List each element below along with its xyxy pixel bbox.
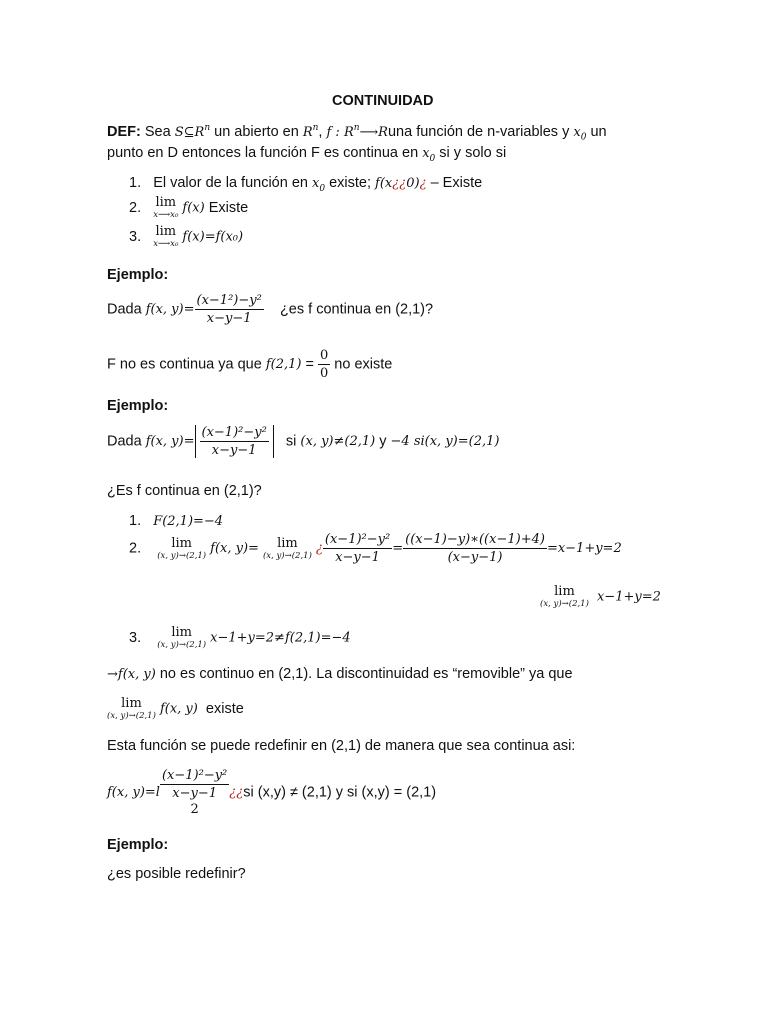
def-text: un abierto en <box>214 123 299 140</box>
math-sup: n <box>312 123 319 133</box>
section-heading: Ejemplo: <box>107 267 169 283</box>
math-R: R <box>302 124 313 140</box>
limit-operator: lim x⟶x₀ <box>153 224 179 249</box>
math-sub: 0 <box>429 153 436 164</box>
fraction: (x−1)²−y² x−y−1 2 <box>161 768 228 817</box>
math-glitch: ¿¿ <box>392 176 407 191</box>
text: F no es continua ya que <box>107 356 262 373</box>
limit-operator: lim (x, y)→(2,1) <box>157 625 207 650</box>
definition-line-1: DEF: Sea $S⊆R^n$ un abierto en $R^n$, f : $R^n⟶Runa$ función de n-variables y $x_0$ un <box>107 123 607 143</box>
limit-result <box>540 585 661 609</box>
text: = <box>305 356 314 373</box>
def-text: un <box>590 123 607 140</box>
redefined-function <box>107 768 436 817</box>
list-text: – Existe <box>430 175 483 191</box>
math-expr: 0) <box>406 176 420 191</box>
list-number: 2. <box>129 199 142 216</box>
math-expr: x−1+y=2≠f(2,1)=−4 <box>210 630 351 646</box>
math-sub: 0 <box>319 183 326 194</box>
equals-sign: = <box>392 541 404 556</box>
math-expr: f(x) <box>182 200 205 216</box>
piecewise-bracket <box>195 425 274 458</box>
math-glitch: ¿ <box>419 176 427 191</box>
def-text: si y solo si <box>439 145 507 161</box>
math-expr: =x−1+y=2 <box>546 541 622 556</box>
text: Dada <box>107 301 142 318</box>
fraction: $\frac{((x-1)-y)∗((x-1)+4)}{(x-y-1)}$ <box>405 532 545 565</box>
math-expr: (x, y)≠(2,1) <box>300 434 376 449</box>
math-expr: −4 si(x, y)=(2,1) <box>390 434 500 449</box>
list-item <box>129 196 248 220</box>
redefine-text: Esta función se puede redefinir en (2,1) de manera que sea continua asi: <box>107 738 576 754</box>
math-expr: f(x <box>375 176 393 191</box>
conclusion-line <box>107 666 573 682</box>
math-expr: f(x)=f(x₀) <box>182 229 244 245</box>
text: no existe <box>334 356 393 373</box>
list-number: 3. <box>129 629 142 646</box>
math-x0: x <box>573 124 581 140</box>
fraction: $\frac{\text{(x−1)²−y²}}{x-y-1}$ <box>201 425 267 458</box>
limit-operator: lim (x, y)→(2,1) <box>262 535 312 561</box>
math-glitch: ¿¿ <box>229 785 244 800</box>
math-sup: n <box>353 123 360 133</box>
math-f: f : R <box>326 124 354 140</box>
example-1-conclusion <box>107 348 392 381</box>
limit-operator: lim (x, y)→(2,1) <box>107 696 156 721</box>
list-item <box>129 532 622 565</box>
page-title: CONTINUIDAD <box>332 93 434 109</box>
list-item <box>129 626 351 650</box>
list-text: existe; <box>329 175 372 191</box>
math-x0: x <box>311 176 320 191</box>
math-expr: F(2,1)=−4 <box>153 514 224 529</box>
math-x0: x <box>422 146 430 161</box>
text: Dada <box>107 433 142 450</box>
math-sub: 0 <box>580 132 587 143</box>
limit-operator: lim (x, y)→(2,1) <box>540 584 589 609</box>
def-text: una función de n-variables y <box>387 123 570 140</box>
text: ¿es f continua en (2,1)? <box>279 301 434 318</box>
value-two: 2 <box>190 802 199 817</box>
question: ¿Es f continua en (2,1)? <box>107 483 262 499</box>
text: existe <box>205 700 244 717</box>
list-text: El valor de la función en <box>153 175 308 191</box>
math-expr: f(x, y)= <box>145 302 195 317</box>
math-arrow: ⟶R <box>359 124 388 140</box>
math-expr: f(x, y) <box>117 667 156 682</box>
math-expr: f(x, y) <box>159 701 198 717</box>
limit-operator: lim (x, y)→(2,1) <box>157 535 207 561</box>
example-1-expression <box>107 293 433 326</box>
list-item <box>129 513 223 529</box>
text: si (x,y) ≠ (2,1) y si (x,y) = (2,1) <box>243 784 437 801</box>
example-2-expression <box>107 425 499 458</box>
text: si <box>285 433 297 450</box>
section-heading: Ejemplo: <box>107 398 169 414</box>
list-number: 1. <box>129 175 142 191</box>
math-expr: x−1+y=2 <box>596 589 661 605</box>
math-subset: S⊆R <box>174 124 205 140</box>
section-heading: Ejemplo: <box>107 837 169 853</box>
math-expr: l <box>155 785 160 800</box>
text: no es continuo en (2,1). La discontinuidad es “removible” ya que <box>159 666 573 682</box>
math-expr: f(2,1) <box>265 357 302 372</box>
def-text: Sea <box>144 123 171 140</box>
def-text: punto en D entonces la función F es continua en <box>107 145 419 161</box>
fraction: $\frac{\text{(x−1)²−y²}}{x-y-1}$ <box>324 532 391 565</box>
limit-exists-line <box>107 697 244 721</box>
math-expr: f(x, y)= <box>107 785 156 800</box>
math-sup: n <box>204 123 211 133</box>
math-glitch: ¿ <box>315 541 323 556</box>
list-item <box>129 225 243 249</box>
text: y <box>379 433 387 450</box>
question: ¿es posible redefinir? <box>107 866 246 882</box>
list-number: 2. <box>129 540 142 557</box>
definition-line-2 <box>107 145 506 164</box>
list-item <box>129 175 482 194</box>
list-text: Existe <box>208 199 249 216</box>
list-number: 3. <box>129 228 142 245</box>
list-number: 1. <box>129 513 142 529</box>
math-expr: f(x, y)= <box>145 434 195 449</box>
fraction: $\frac{0}{0}$ <box>319 348 329 381</box>
math-expr: f(x, y)= <box>210 541 259 556</box>
fraction: $\frac{\text{(x−1²)−y²}}{x-y-1}$ <box>196 293 262 326</box>
def-label: DEF: <box>107 123 141 140</box>
limit-operator: lim x⟶x₀ <box>153 195 179 220</box>
arrow: → <box>107 667 118 682</box>
